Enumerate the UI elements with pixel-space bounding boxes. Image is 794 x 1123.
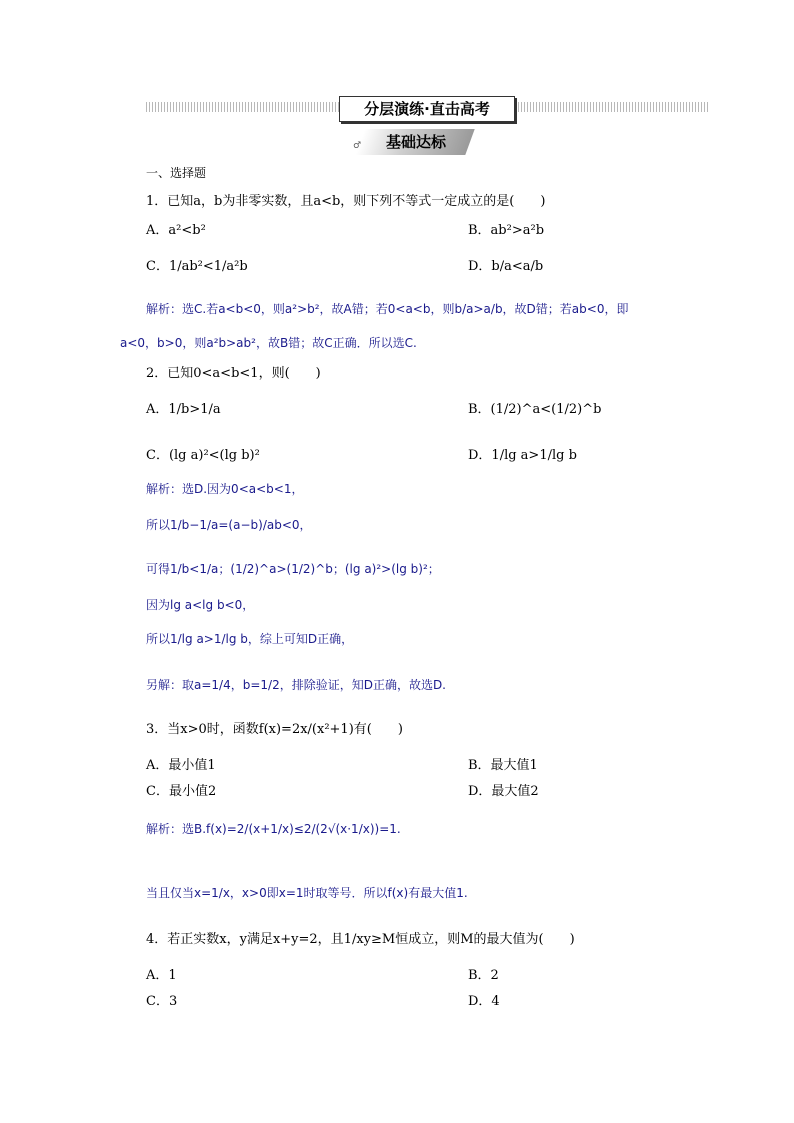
q4-option-c: C．3 xyxy=(146,994,178,1009)
question-1-stem: 1．已知a，b为非零实数，且a<b，则下列不等式一定成立的是( ) xyxy=(146,194,546,209)
q1-solution-line2: a<0，b>0，则a²b>ab²，故B错；故C正确．所以选C. xyxy=(120,336,417,350)
q2-solution-line4: 因为lg a<lg b<0， xyxy=(146,598,255,612)
question-2-stem: 2．已知0<a<b<1，则( ) xyxy=(146,366,321,381)
q4-option-a: A．1 xyxy=(146,968,177,983)
q2-option-d: D．1/lg a>1/lg b xyxy=(468,448,577,463)
q1-option-a: A．a²<b² xyxy=(146,223,206,238)
q2-solution-line5: 所以1/lg a>1/lg b，综上可知D正确， xyxy=(146,632,354,646)
q3-option-b: B．最大值1 xyxy=(468,758,538,773)
q2-option-c: C．(lg a)²<(lg b)² xyxy=(146,448,260,463)
q3-solution-line2: 当且仅当x=1/x，x>0即x=1时取等号．所以f(x)有最大值1. xyxy=(146,886,468,900)
question-4-stem: 4．若正实数x，y满足x+y=2，且1/xy≥M恒成立，则M的最大值为( ) xyxy=(146,932,575,947)
question-3-stem: 3．当x>0时，函数f(x)=2x/(x²+1)有( ) xyxy=(146,722,403,737)
q3-option-c: C．最小值2 xyxy=(146,784,217,799)
subtitle-mark-icon: ♂ xyxy=(353,141,362,151)
q2-solution-line3: 可得1/b<1/a；(1/2)^a>(1/2)^b；(lg a)²>(lg b)²； xyxy=(146,562,440,576)
q3-solution-line1: 解析：选B.f(x)=2/(x+1/x)≤2/(2√(x·1/x))=1. xyxy=(146,822,401,836)
q1-option-c: C．1/ab²<1/a²b xyxy=(146,259,248,274)
q2-solution-line1: 解析：选D.因为0<a<b<1， xyxy=(146,482,304,496)
q4-option-d: D．4 xyxy=(468,994,500,1009)
q3-option-a: A．最小值1 xyxy=(146,758,216,773)
q2-solution-line2: 所以1/b−1/a=(a−b)/ab<0， xyxy=(146,518,312,532)
header-title: 分层演练·直击高考 xyxy=(339,96,515,122)
section-heading: 一、选择题 xyxy=(146,166,207,180)
q1-option-b: B．ab²>a²b xyxy=(468,223,545,238)
q2-solution-line6: 另解：取a=1/4，b=1/2，排除验证，知D正确，故选D. xyxy=(146,678,447,692)
q3-option-d: D．最大值2 xyxy=(468,784,539,799)
q4-option-b: B．2 xyxy=(468,968,499,983)
subtitle: 基础达标 xyxy=(385,133,446,151)
q2-option-b: B．(1/2)^a<(1/2)^b xyxy=(468,402,602,417)
q1-solution-line1: 解析：选C.若a<b<0，则a²>b²，故A错；若0<a<b，则b/a>a/b，故D错；若ab<0，即 xyxy=(146,302,629,316)
q1-option-d: D．b/a<a/b xyxy=(468,259,544,274)
q2-option-a: A．1/b>1/a xyxy=(146,402,221,417)
